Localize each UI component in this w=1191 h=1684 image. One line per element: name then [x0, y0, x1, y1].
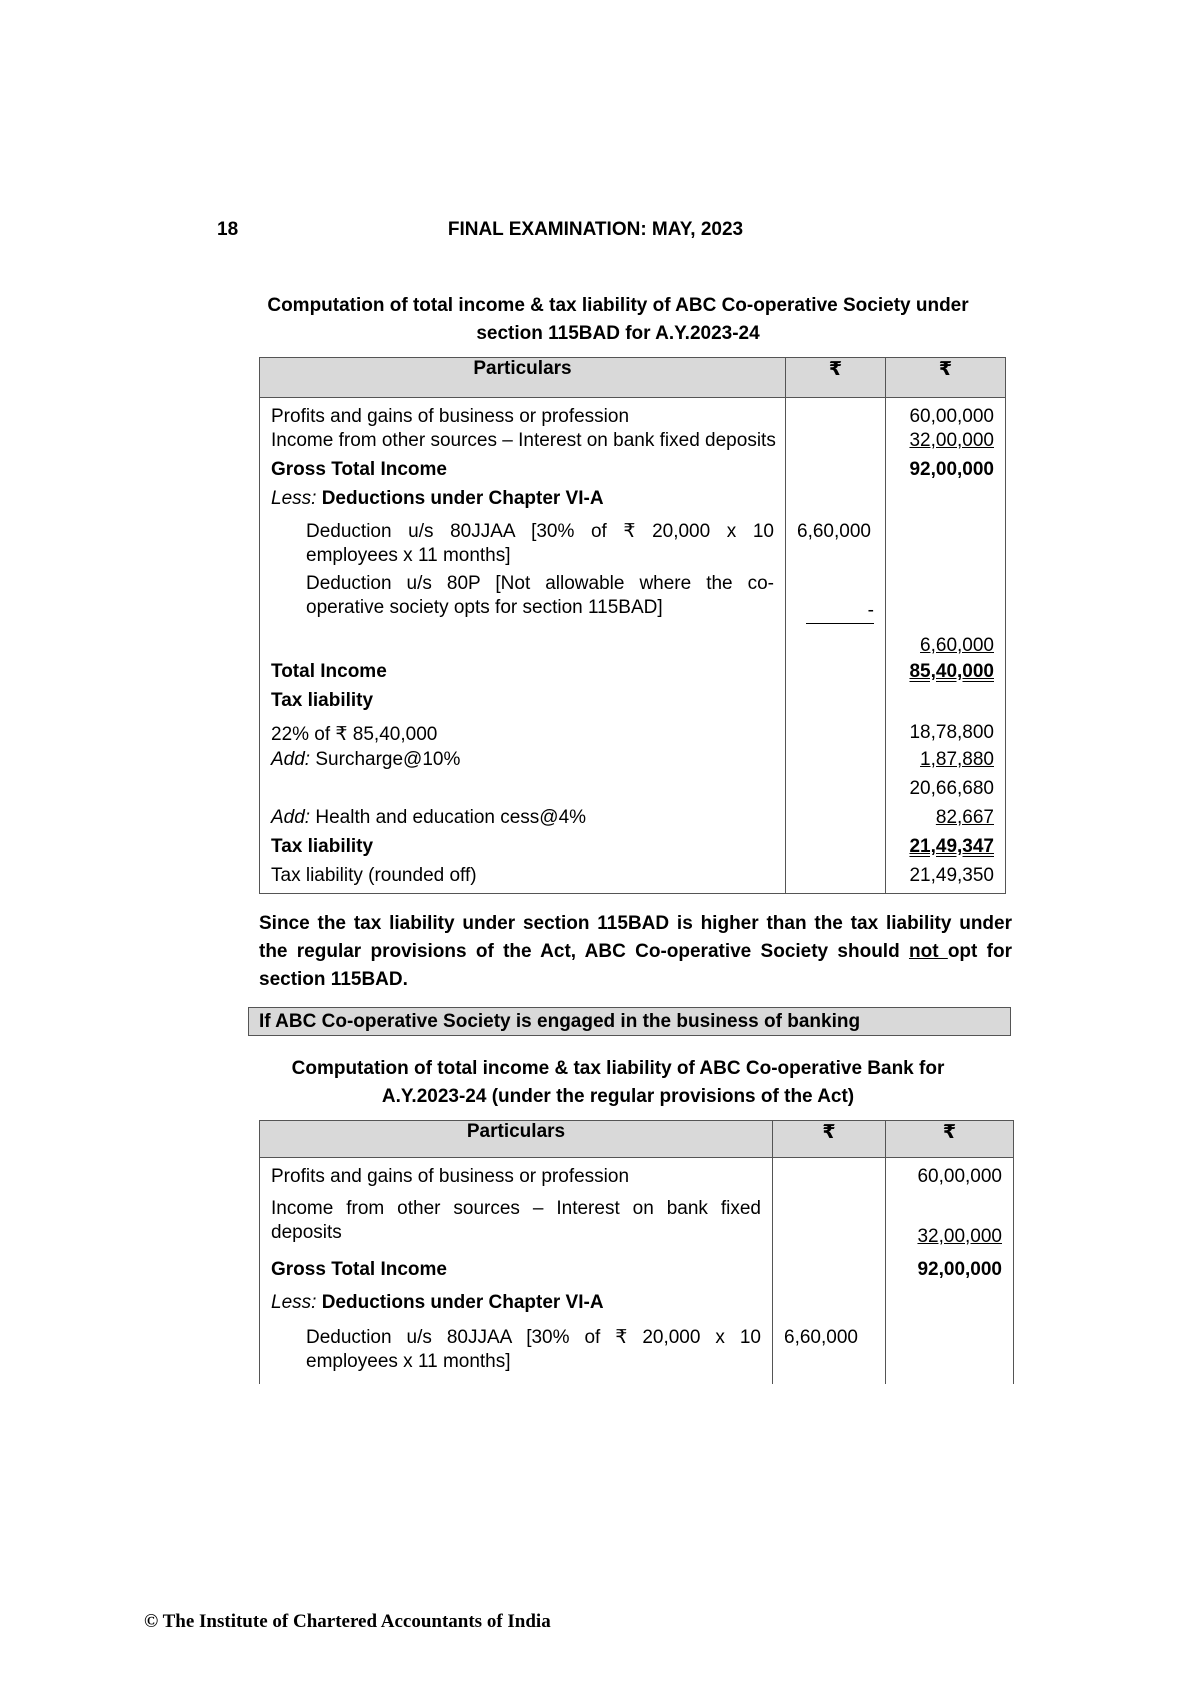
table1-title: Computation of total income & tax liability of ABC Co-operative Society under section 115BAD for A.Y.2023-24 [267, 295, 969, 344]
table-row [260, 1253, 1014, 1286]
row-label: Deduction u/s 80JJAA [30% of ₹ 20,000 x 10 employees x 11 months] [260, 1319, 773, 1384]
table-row [260, 835, 1006, 864]
table-row [260, 458, 1006, 487]
add-prefix: Add: [271, 807, 311, 828]
row-label: Deduction u/s 80JJAA [30% of ₹ 20,000 x 10 employees x 11 months] [260, 516, 786, 572]
table-row [260, 516, 1006, 572]
row-value: 20,66,680 [886, 777, 1006, 806]
row-label [260, 806, 786, 835]
table-row [260, 630, 1006, 660]
table-row [260, 1191, 1014, 1253]
less-prefix: Less: [271, 488, 317, 509]
row-value: 1,87,880 [886, 748, 1006, 777]
table1-header-rupee-2: ₹ [886, 358, 1006, 398]
table2-title: Computation of total income & tax liability of ABC Co-operative Bank for A.Y.2023-24 (under the regular provisions of the Act) [291, 1058, 945, 1107]
conclusion-paragraph [259, 910, 1012, 994]
row-value: 6,60,000 [773, 1319, 886, 1384]
surcharge-label: Surcharge@10% [315, 749, 461, 770]
row-label [260, 1286, 773, 1319]
table-row [260, 806, 1006, 835]
table-row [260, 777, 1006, 806]
table-row [260, 398, 1006, 430]
row-value: 21,49,347 [886, 835, 1006, 864]
row-value: 32,00,000 [886, 429, 1006, 458]
row-label: Profits and gains of business or profession [260, 1158, 773, 1191]
table-row [260, 429, 1006, 458]
table1-header-row [260, 358, 1006, 398]
row-value: - [806, 599, 874, 624]
table-row [260, 1286, 1014, 1319]
less-label: Deductions under Chapter VI-A [321, 488, 604, 509]
row-label [260, 487, 786, 516]
table1-header-rupee-1: ₹ [786, 358, 886, 398]
table-row [260, 864, 1006, 893]
table2-header-rupee-2: ₹ [886, 1121, 1014, 1158]
table2-header-rupee-1: ₹ [773, 1121, 886, 1158]
table-row [260, 689, 1006, 719]
table2 [259, 1120, 1014, 1384]
table-row [260, 1319, 1014, 1384]
section-banner: If ABC Co-operative Society is engaged in the business of banking [248, 1007, 1011, 1036]
row-label: Tax liability (rounded off) [260, 864, 786, 893]
add-prefix: Add: [271, 749, 311, 770]
row-value: 60,00,000 [886, 398, 1006, 430]
table-row [260, 572, 1006, 630]
row-label: Gross Total Income [260, 458, 786, 487]
row-value: 18,78,800 [886, 719, 1006, 748]
table-row [260, 1158, 1014, 1191]
row-value: 21,49,350 [886, 864, 1006, 893]
table-row [260, 660, 1006, 689]
conclusion-underlined: not [908, 941, 948, 962]
conclusion-text-2: opt for section 115BAD. [259, 941, 1012, 990]
less-label: Deductions under Chapter VI-A [321, 1291, 604, 1313]
row-value: 32,00,000 [886, 1191, 1014, 1253]
table2-header-particulars: Particulars [260, 1121, 773, 1158]
row-value: 92,00,000 [886, 1253, 1014, 1286]
row-label: 22% of ₹ 85,40,000 [260, 719, 786, 748]
page-number: 18 [217, 219, 239, 240]
table2-header-row [260, 1121, 1014, 1158]
row-label: Deduction u/s 80P [Not allowable where the co-operative society opts for section 115BAD] [260, 572, 786, 630]
cess-label: Health and education cess@4% [315, 807, 587, 828]
running-head: FINAL EXAMINATION: MAY, 2023 [447, 219, 744, 240]
table1 [259, 357, 1006, 894]
row-label: Profits and gains of business or profession [260, 398, 786, 430]
row-label: Tax liability [260, 835, 786, 864]
footer-copyright: © The Institute of Chartered Accountants of India [144, 1611, 551, 1632]
row-label: Gross Total Income [260, 1253, 773, 1286]
row-value: 85,40,000 [886, 660, 1006, 689]
table-row [260, 487, 1006, 516]
row-label: Total Income [260, 660, 786, 689]
row-value: 6,60,000 [886, 630, 1006, 660]
row-value: 60,00,000 [886, 1158, 1014, 1191]
row-value: 6,60,000 [786, 516, 886, 572]
table1-header-particulars: Particulars [260, 358, 786, 398]
row-label: Income from other sources – Interest on bank fixed deposits [260, 1191, 773, 1253]
table-row [260, 719, 1006, 748]
row-value: 82,667 [886, 806, 1006, 835]
row-label [260, 748, 786, 777]
row-label: Income from other sources – Interest on bank fixed deposits [260, 429, 786, 458]
row-label: Tax liability [260, 689, 786, 719]
less-prefix: Less: [271, 1291, 317, 1313]
conclusion-text-1: Since the tax liability under section 115BAD is higher than the tax liability under the regular provisions of the Act, ABC Co-operative Society should [259, 913, 1012, 962]
table-row [260, 748, 1006, 777]
row-value: 92,00,000 [886, 458, 1006, 487]
